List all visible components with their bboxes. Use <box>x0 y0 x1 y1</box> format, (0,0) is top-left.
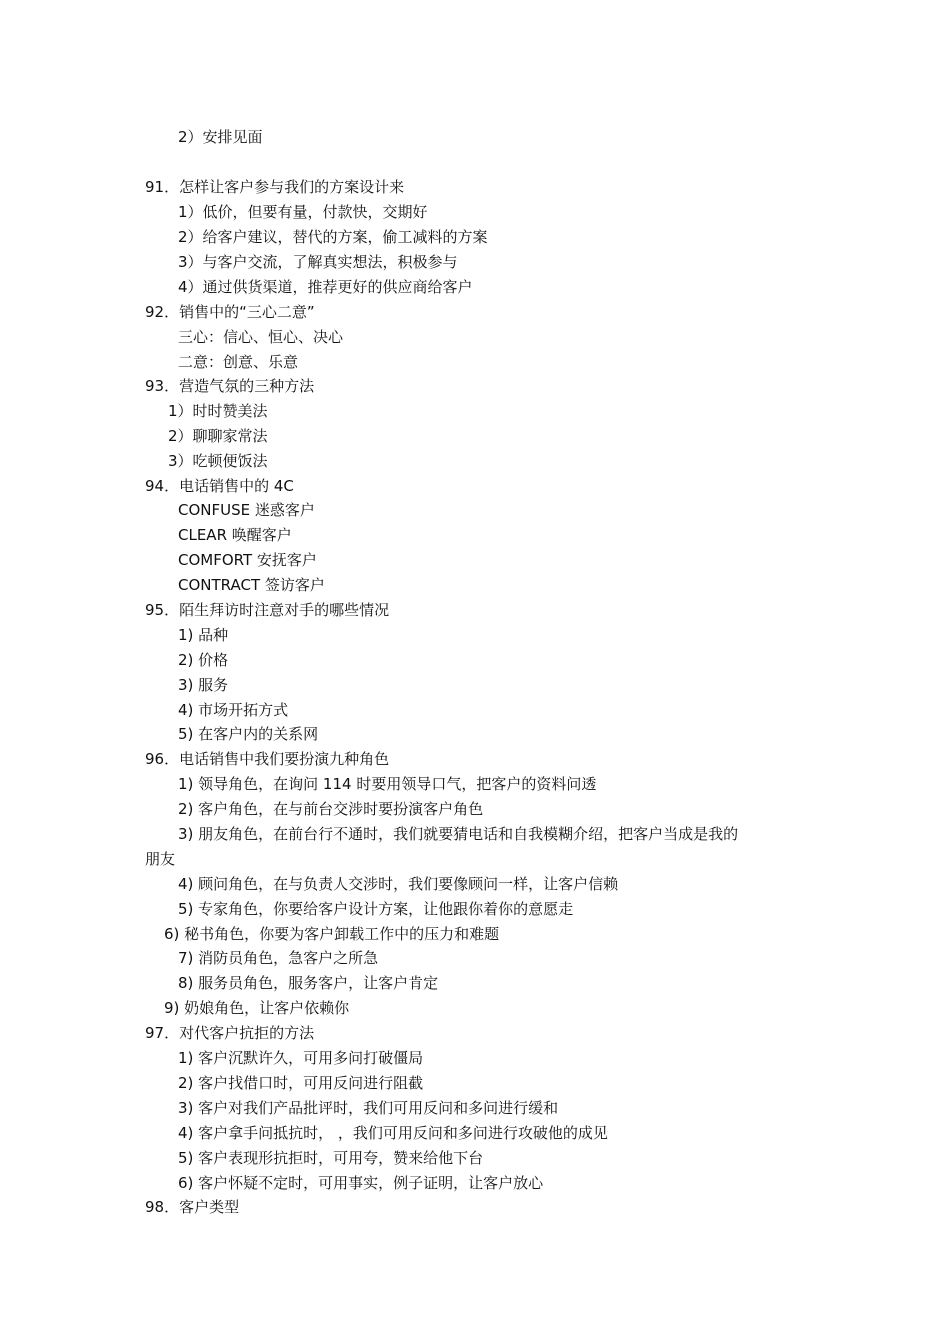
section-heading-95: 95．陌生拜访时注意对手的哪些情况 <box>145 601 390 619</box>
text-line: 2) 客户找借口时，可用反问进行阻截 <box>178 1074 424 1092</box>
text-line: 3）与客户交流，了解真实想法，积极参与 <box>178 253 458 271</box>
section-heading-97: 97．对代客户抗拒的方法 <box>145 1024 315 1042</box>
text-line: 2) 价格 <box>178 651 229 669</box>
text-line: 5) 客户表现形抗拒时，可用夸，赞来给他下台 <box>178 1149 484 1167</box>
text-line: 朋友 <box>145 850 176 868</box>
text-line: 5) 在客户内的关系网 <box>178 725 319 743</box>
text-line: 6) 客户怀疑不定时，可用事实，例子证明，让客户放心 <box>178 1174 544 1192</box>
text-line: 3）吃顿便饭法 <box>168 452 268 470</box>
text-line: 3) 服务 <box>178 676 229 694</box>
text-line: 1) 品种 <box>178 626 229 644</box>
text-line: 1）时时赞美法 <box>168 402 268 420</box>
text-line: 2) 客户角色，在与前台交涉时要扮演客户角色 <box>178 800 484 818</box>
section-heading-96: 96．电话销售中我们要扮演九种角色 <box>145 750 390 768</box>
text-line: 6) 秘书角色，你要为客户卸载工作中的压力和难题 <box>164 925 500 943</box>
text-line: 1）低价，但要有量，付款快，交期好 <box>178 203 428 221</box>
section-heading-91: 91．怎样让客户参与我们的方案设计来 <box>145 178 405 196</box>
text-line: 1) 领导角色，在询问 114 时要用领导口气，把客户的资料问透 <box>178 775 597 793</box>
text-line: 4）通过供货渠道，推荐更好的供应商给客户 <box>178 278 473 296</box>
text-line: 8) 服务员角色，服务客户，让客户肯定 <box>178 974 439 992</box>
text-line: 二意：创意、乐意 <box>178 353 299 371</box>
text-line: 2）聊聊家常法 <box>168 427 268 445</box>
text-line: 3) 客户对我们产品批评时，我们可用反问和多问进行缓和 <box>178 1099 559 1117</box>
text-line: 4) 客户拿手问抵抗时， ，我们可用反问和多问进行攻破他的成见 <box>178 1124 608 1142</box>
text-line: 4) 顾问角色，在与负责人交涉时，我们要像顾问一样，让客户信赖 <box>178 875 619 893</box>
text-line: CLEAR 唤醒客户 <box>178 526 292 544</box>
text-line: 三心：信心、恒心、决心 <box>178 328 344 346</box>
text-line: 4) 市场开拓方式 <box>178 701 289 719</box>
text-line: 3) 朋友角色，在前台行不通时，我们就要猜电话和自我模糊介绍，把客户当成是我的 <box>178 825 739 843</box>
text-line: 9) 奶娘角色，让客户依赖你 <box>164 999 350 1017</box>
text-line: COMFORT 安抚客户 <box>178 551 317 569</box>
text-line: 7) 消防员角色，急客户之所急 <box>178 949 379 967</box>
text-line: CONFUSE 迷惑客户 <box>178 501 315 519</box>
section-heading-94: 94．电话销售中的 4C <box>145 477 294 495</box>
section-heading-93: 93．营造气氛的三种方法 <box>145 377 315 395</box>
section-heading-98: 98．客户类型 <box>145 1198 240 1216</box>
text-line: 1) 客户沉默许久，可用多问打破僵局 <box>178 1049 424 1067</box>
text-line: 5) 专家角色，你要给客户设计方案，让他跟你着你的意愿走 <box>178 900 574 918</box>
section-heading-92: 92．销售中的“三心二意” <box>145 303 315 321</box>
text-line: 2）给客户建议，替代的方案，偷工减料的方案 <box>178 228 488 246</box>
text-line: 2）安排见面 <box>178 128 263 146</box>
text-line: CONTRACT 签访客户 <box>178 576 325 594</box>
